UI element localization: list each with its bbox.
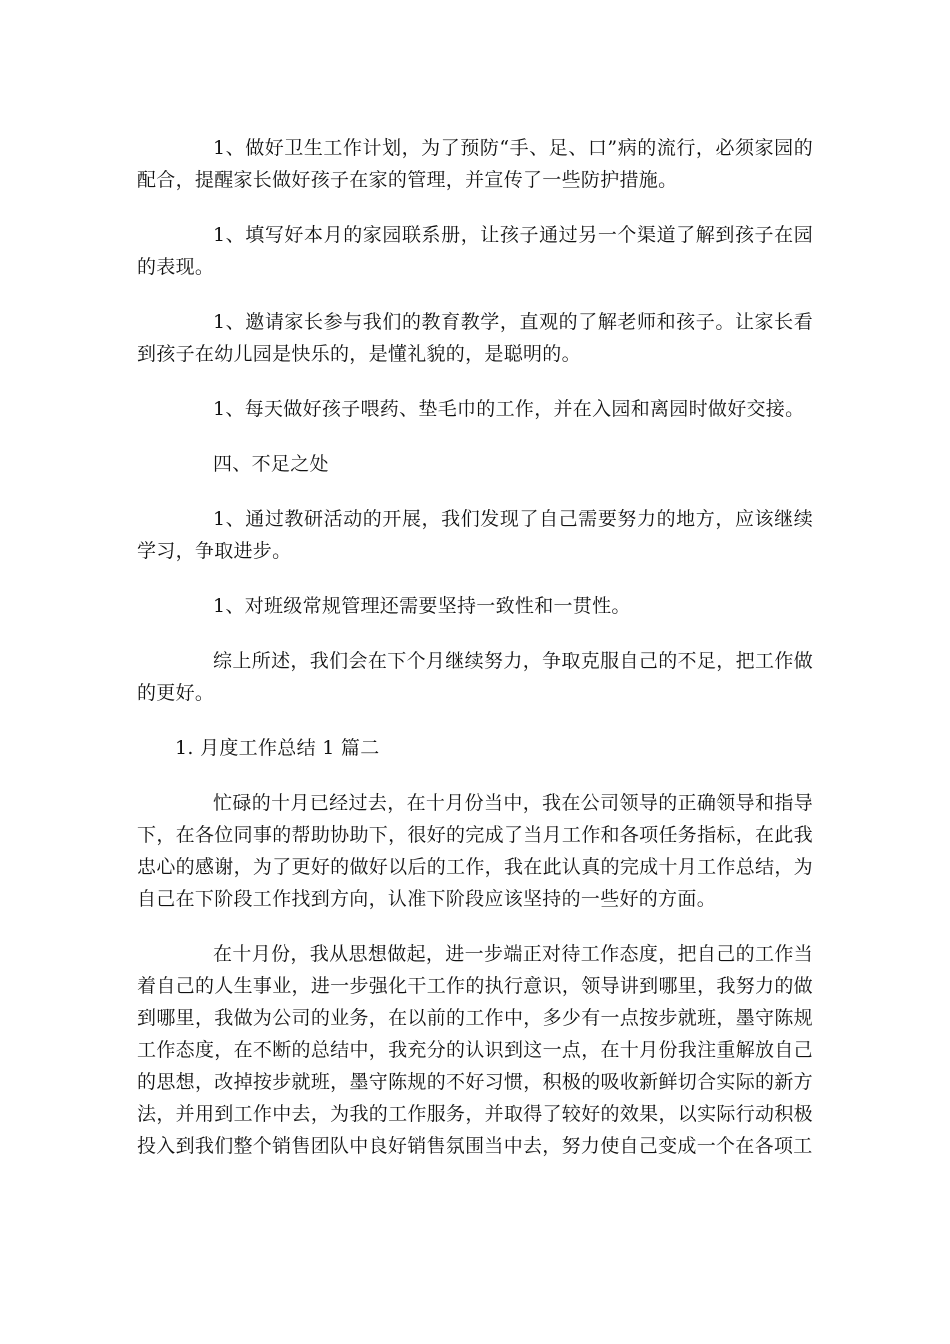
section-heading-shortcomings: 四、不足之处 [213,453,329,475]
paragraph-contact-book: 1、填写好本月的家园联系册，让孩子通过另一个渠道了解到孩子在园的表现。 [137,224,813,278]
paragraph-hygiene-plan: 1、做好卫生工作计划，为了预防“手、足、口”病的流行，必须家园的配合，提醒家长做好孩子在家的管理，并宣传了一些防护措施。 [137,137,813,191]
paragraph-conclusion: 综上所述，我们会在下个月继续努力，争取克服自己的不足，把工作做的更好。 [137,650,813,704]
paragraph-october-attitude: 在十月份，我从思想做起，进一步端正对待工作态度，把自己的工作当着自己的人生事业，进一步强化干工作的执行意识，领导讲到哪里，我努力的做到哪里，我做为公司的业务，在以前的工作中，多少有一点按步就班，墨守陈规工作态度，在不断的总结中，我充分的认识到这一点，在十月份我注重解放自己的思想，改掉按步就班，墨守陈规的不好习惯，积极的吸收新鲜切合实际的新方法，并用到工作中去，为我的工作服务，并取得了较好的效果，以实际行动积极投入到我们整个销售团队中良好销售氛围当中去，努力使自己变成一个在各项工 [137,943,813,1157]
paragraph-teaching-research: 1、通过教研活动的开展，我们发现了自己需要努力的地方，应该继续学习，争取进步。 [137,508,813,562]
paragraph-class-management: 1、对班级常规管理还需要坚持一致性和一贯性。 [213,595,631,617]
article-title: 1. 月度工作总结 1 篇二 [175,737,380,759]
paragraph-daily-care: 1、每天做好孩子喂药、垫毛巾的工作，并在入园和离园时做好交接。 [213,398,805,420]
paragraph-invite-parents: 1、邀请家长参与我们的教育教学，直观的了解老师和孩子。让家长看到孩子在幼儿园是快乐的，是懂礼貌的，是聪明的。 [137,311,813,365]
paragraph-october-summary: 忙碌的十月已经过去，在十月份当中，我在公司领导的正确领导和指导下，在各位同事的帮助协助下，很好的完成了当月工作和各项任务指标，在此我忠心的感谢，为了更好的做好以后的工作，我在此认真的完成十月工作总结，为自己在下阶段工作找到方向，认准下阶段应该坚持的一些好的方面。 [137,792,813,910]
document-page [137,132,813,1185]
